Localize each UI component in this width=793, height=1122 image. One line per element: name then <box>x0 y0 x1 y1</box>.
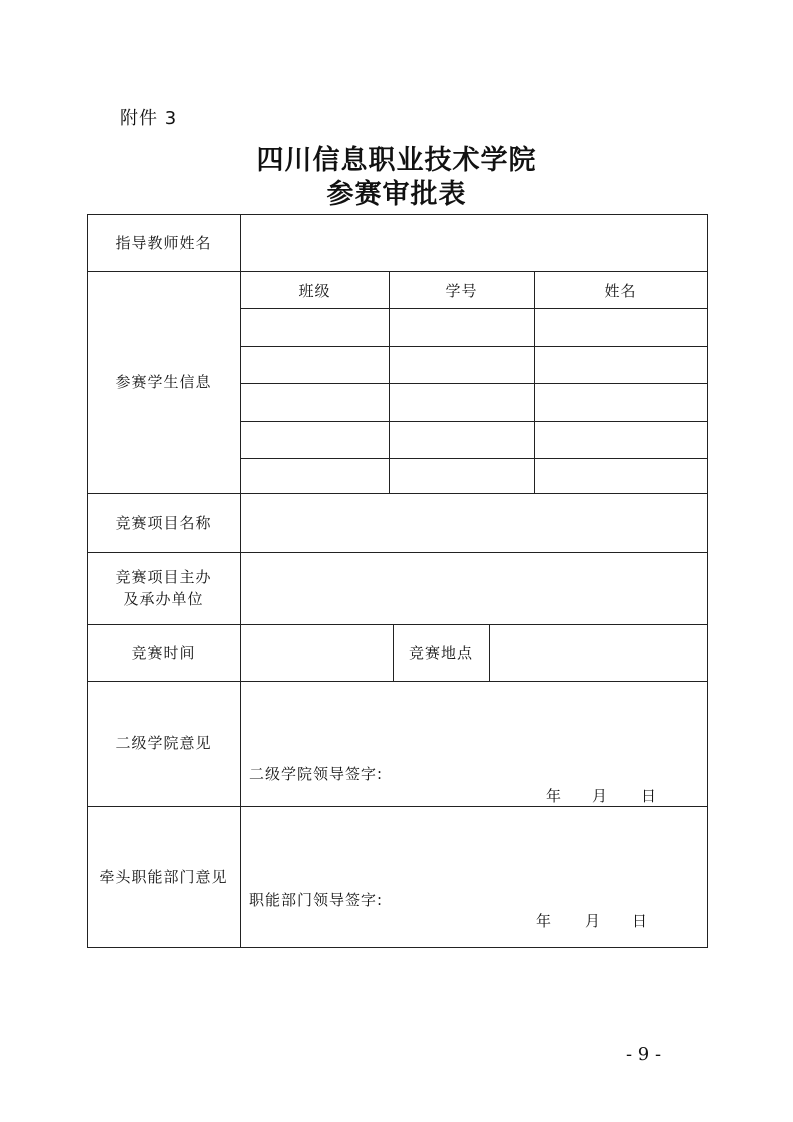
competition-time-label: 竞赛时间 <box>131 644 196 662</box>
student-col-id: 学号 <box>445 282 478 300</box>
organizer-label-line2: 及承办单位 <box>123 590 204 608</box>
dept-sign-label: 职能部门领导签字: <box>249 891 384 909</box>
teacher-name-label: 指导教师姓名 <box>115 234 212 252</box>
project-name-field[interactable] <box>242 495 706 551</box>
student-class-field[interactable] <box>242 310 388 492</box>
organizer-field[interactable] <box>242 554 706 623</box>
student-id-field[interactable] <box>391 310 533 492</box>
student-name-field[interactable] <box>536 310 706 492</box>
table-border-right <box>707 214 708 948</box>
college-sign-label: 二级学院领导签字: <box>249 765 384 783</box>
college-opinion-label: 二级学院意见 <box>115 734 212 752</box>
dept-date-year: 年 <box>536 912 553 930</box>
dept-date-month: 月 <box>585 912 602 930</box>
college-date-month: 月 <box>592 787 609 805</box>
organizer-label-line1: 竞赛项目主办 <box>115 568 212 586</box>
student-col-class: 班级 <box>298 282 331 300</box>
student-info-label: 参赛学生信息 <box>115 373 212 391</box>
dept-opinion-label: 牵头职能部门意见 <box>99 868 228 886</box>
competition-location-field[interactable] <box>491 626 706 680</box>
row-divider <box>87 271 708 272</box>
table-border-bottom <box>87 947 708 948</box>
page-number: - 9 - <box>626 1044 662 1065</box>
attachment-label: 附件 3 <box>120 108 178 129</box>
college-date-day: 日 <box>641 787 658 805</box>
teacher-name-field[interactable] <box>242 216 706 270</box>
project-name-label: 竞赛项目名称 <box>115 514 212 532</box>
form-title-line2: 参赛审批表 <box>326 179 467 210</box>
form-title-line1: 四川信息职业技术学院 <box>256 145 537 176</box>
approval-form-table <box>87 214 708 948</box>
competition-location-label: 竞赛地点 <box>408 644 473 662</box>
dept-date-day: 日 <box>632 912 649 930</box>
college-opinion-field[interactable] <box>242 683 706 759</box>
dept-opinion-field[interactable] <box>242 808 706 886</box>
college-date-year: 年 <box>546 787 563 805</box>
competition-time-field[interactable] <box>242 626 392 680</box>
student-col-name: 姓名 <box>604 282 637 300</box>
